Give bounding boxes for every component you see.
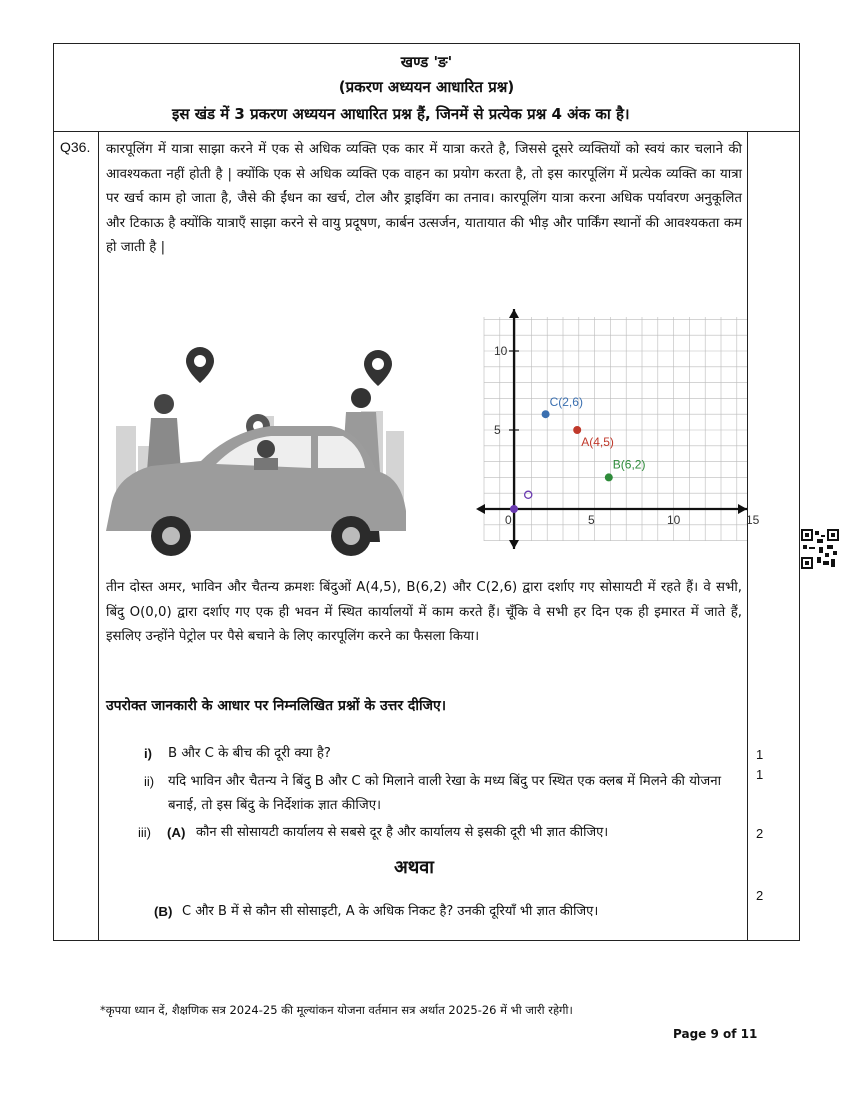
point-label: B(6,2) [612,457,646,472]
section-header [54,44,799,132]
marks-alt: 2 [756,888,764,903]
data-point [510,505,518,513]
y-axis-arrow-down [509,540,519,549]
x-tick-label: 15 [746,513,760,527]
data-point [542,410,550,418]
point-label: C(2,6) [549,395,583,410]
subquestion-text: C और B में से कौन सी सोसाइटी, A के अधिक निकट है? उनकी दूरियाँ भी ज्ञात कीजिए। [182,904,599,919]
case-study-passage: कारपूलिंग में यात्रा साझा करने में एक से अधिक व्यक्ति एक कार में यात्रा करते है, जिससे दूसरे व्यक्तियों को स्वयं कार चलाने की आवश्यकता नहीं होती है | क्योंकि एक से अधिक व्यक्ति एक वाहन का प्रयोग करता है, तो इस कारपूलिंग में प्रत्येक व्यक्ति का यात्रा पर खर्च काम हो जाता है, जैसे की ईंधन का खर्च, टोल और ड्राइविंग का तनाव। कारपूलिंग यात्रा करना अधिक पर्यावरण अनुकूलित और टिकाऊ है क्योंकि यात्राएँ साझा करने से वायु प्रदूषण, कार्बन उत्सर्जन, यातायात की भीड़ और पार्किंग स्थानों की आवश्यकता कम हो जाती है | [106,142,742,256]
column-divider-left [98,131,99,941]
option-label: (A) [167,825,186,840]
data-point [605,473,613,481]
point-label: A(4,5) [581,435,614,449]
y-tick-label: 5 [494,423,501,437]
plot-points [510,395,645,513]
subquestion-text: कौन सी सोसायटी कार्यालय से सबसे दूर है और कार्यालय से इसकी दूरी भी ज्ञात कीजिए। [196,825,609,840]
x-axis-arrow-left [476,504,485,514]
y-axis-arrow [509,309,519,318]
x-tick-label: 0 [505,513,512,527]
subquestion-number: iii) [138,825,151,840]
footnote: *कृपया ध्यान दें, शैक्षणिक सत्र 2024-25 की मूल्यांकन योजना वर्तमान सत्र अर्थात 2025-26 में भी जारी रहेगी। [100,1003,573,1017]
marks-iii: 2 [756,826,764,841]
subquestion-number: i) [144,746,152,761]
carpool-illustration [106,326,424,556]
option-label: (B) [154,904,173,919]
subquestion-text: यदि भाविन और चैतन्य ने बिंदु B और C को मिलाने वाली रेखा के मध्य बिंदु पर स्थित एक क्लब में मिलने की योजना बनाई, तो इस बिंदु के निर्देशांक ज्ञात कीजिए। [168,774,722,813]
subquestion-text: B और C के बीच की दूरी क्या है? [168,746,331,761]
section-subtitle: (प्रकरण अध्ययन आधारित प्रश्न) [338,78,515,96]
point-label-o [525,491,532,498]
x-tick-label: 10 [667,513,681,527]
plot-grid [484,317,747,541]
subquestion-number: ii) [144,774,155,789]
plot-axes [476,309,747,549]
question-number: Q36. [60,139,91,155]
friends-passage: तीन दोस्त अमर, भाविन और चैतन्य क्रमशः बिंदुओं A(4,5), B(6,2) और C(2,6) द्वारा दर्शाए गए सोसायटी में रहते हैं। वे सभी, बिंदु O(0,0) द्वारा दर्शाए गए एक ही भवन में स्थित कार्यालयों में काम करते हैं। चूँकि वे सभी हर दिन एक ही इमारत में जाते हैं, इसलिए उन्होंने पेट्रोल पर पैसे बचाने के लिए कारपूलिंग करने का फैसला किया। [106,580,742,645]
section-note: इस खंड में 3 प्रकरण अध्ययन आधारित प्रश्न हैं, जिनमें से प्रत्येक प्रश्न 4 अंक का है। [172,105,630,123]
page-number: Page 9 of 11 [673,1027,758,1041]
qr-code-icon[interactable] [801,529,839,569]
section-title: खण्ड 'ङ' [400,53,453,71]
plot-tick-labels [494,344,760,527]
instruction-heading: उपरोक्त जानकारी के आधार पर निम्नलिखित प्रश्नों के उत्तर दीजिए। [106,698,447,714]
marks-ii: 1 [756,767,764,782]
data-point [573,426,581,434]
coordinate-plot [429,304,760,554]
question-frame [53,43,800,941]
x-tick-label: 5 [588,513,595,527]
y-tick-label: 10 [494,344,508,358]
marks-i: 1 [756,747,764,762]
or-label: अथवा [394,857,434,878]
